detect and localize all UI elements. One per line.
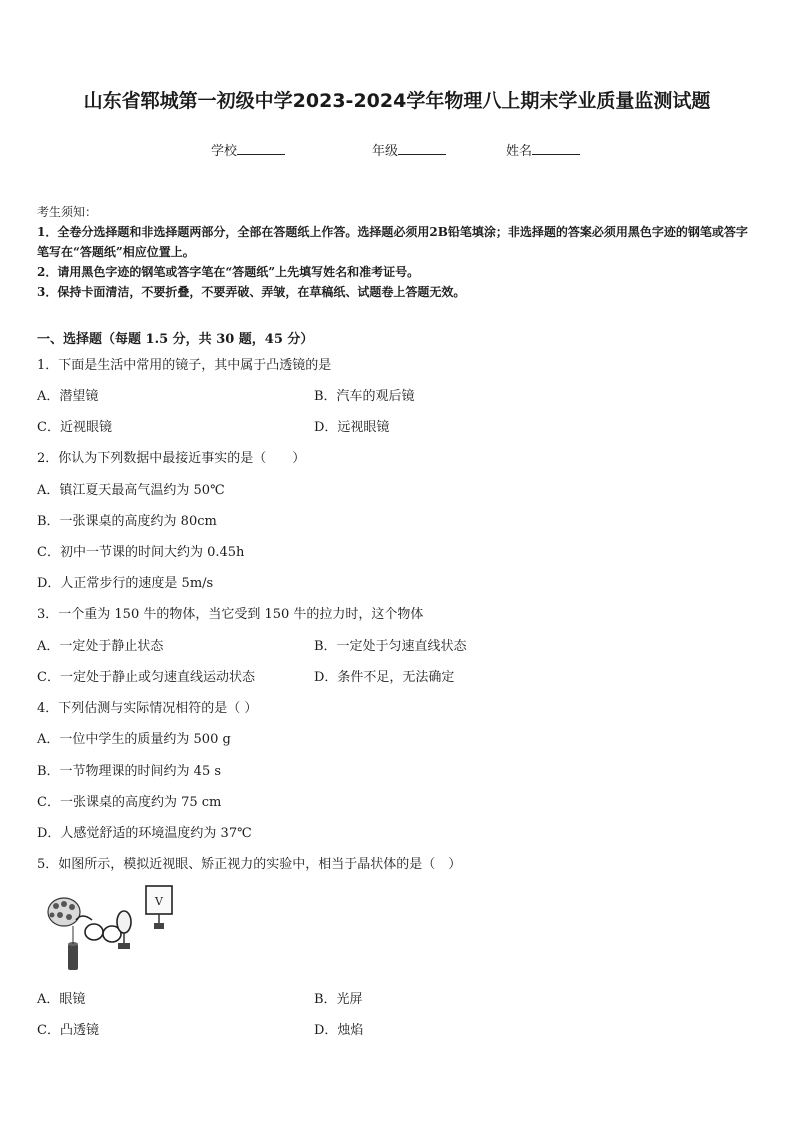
question-5-stem: 5．如图所示，模拟近视眼、矫正视力的实验中，相当于晶状体的是（ ）: [37, 857, 462, 872]
exam-notice: [37, 202, 759, 302]
school-field[interactable]: [211, 140, 285, 159]
experiment-figure: [42, 882, 182, 980]
q1-option-a[interactable]: A．潜望镜: [37, 389, 99, 404]
question-1-stem: 1．下面是生活中常用的镜子，其中属于凸透镜的是: [37, 358, 332, 373]
notice-item-3: 3．保持卡面清洁，不要折叠，不要弄破、弄皱，在草稿纸、试题卷上答题无效。: [37, 285, 466, 299]
question-3-stem: 3．一个重为 150 牛的物体，当它受到 150 牛的拉力时，这个物体: [37, 607, 424, 622]
name-blank[interactable]: [532, 142, 580, 155]
q4-option-c[interactable]: C．一张课桌的高度约为 75 cm: [37, 795, 222, 810]
notice-item-2: 2．请用黑色字迹的钢笔或答字笔在“答题纸”上先填写姓名和准考证号。: [37, 265, 420, 279]
q1-option-b[interactable]: B．汽车的观后镜: [314, 389, 415, 404]
exam-title: 山东省郓城第一初级中学2023-2024学年物理八上期末学业质量监测试题: [83, 90, 711, 112]
q5-option-d[interactable]: D．烛焰: [314, 1023, 364, 1038]
notice-heading: 考生须知：: [37, 205, 98, 219]
candle-icon: [48, 898, 80, 970]
name-field[interactable]: [506, 140, 580, 159]
q5-option-a[interactable]: A．眼镜: [37, 992, 86, 1007]
grade-label: 年级: [372, 144, 399, 159]
grade-field[interactable]: [372, 140, 446, 159]
section-title: 一、选择题（每题 1.5 分，共 30 题，45 分）: [37, 332, 314, 347]
q4-option-a[interactable]: A．一位中学生的质量约为 500 g: [37, 732, 231, 747]
q1-option-c[interactable]: C．近视眼镜: [37, 420, 112, 435]
grade-blank[interactable]: [398, 142, 446, 155]
q3-option-c[interactable]: C．一定处于静止或匀速直线运动状态: [37, 670, 255, 685]
student-info-fields: [0, 140, 794, 160]
q3-option-a[interactable]: A．一定处于静止状态: [37, 639, 164, 654]
q3-option-d[interactable]: D．条件不足，无法确定: [314, 670, 455, 685]
notice-item-1: 1．全卷分选择题和非选择题两部分，全部在答题纸上作答。选择题必须用2B铅笔填涂；非选择题的答案必须用黑色字迹的钢笔或答字笔写在“答题纸”相应位置上。: [37, 225, 748, 259]
question-4-stem: 4．下列估测与实际情况相符的是（ ）: [37, 701, 258, 716]
screen-letter: V: [155, 895, 163, 908]
name-label: 姓名: [506, 144, 533, 159]
q2-option-d[interactable]: D．人正常步行的速度是 5m/s: [37, 576, 214, 591]
question-2-stem: 2．你认为下列数据中最接近事实的是（ ）: [37, 451, 306, 466]
q4-option-b[interactable]: B．一节物理课的时间约为 45 s: [37, 764, 222, 779]
school-blank[interactable]: [237, 142, 285, 155]
eye-model-apparatus-diagram: [42, 882, 182, 980]
q1-option-d[interactable]: D．远视眼镜: [314, 420, 390, 435]
school-label: 学校: [211, 144, 238, 159]
q4-option-d[interactable]: D．人感觉舒适的环境温度约为 37℃: [37, 826, 252, 841]
q5-option-b[interactable]: B．光屏: [314, 992, 363, 1007]
glasses-icon: [76, 916, 121, 942]
light-screen-icon: [146, 886, 172, 929]
convex-lens-icon: [117, 911, 131, 949]
q3-option-b[interactable]: B．一定处于匀速直线状态: [314, 639, 467, 654]
q2-option-b[interactable]: B．一张课桌的高度约为 80cm: [37, 514, 217, 529]
q5-option-c[interactable]: C．凸透镜: [37, 1023, 99, 1038]
q2-option-c[interactable]: C．初中一节课的时间大约为 0.45h: [37, 545, 245, 560]
q2-option-a[interactable]: A．镇江夏天最高气温约为 50℃: [37, 483, 225, 498]
